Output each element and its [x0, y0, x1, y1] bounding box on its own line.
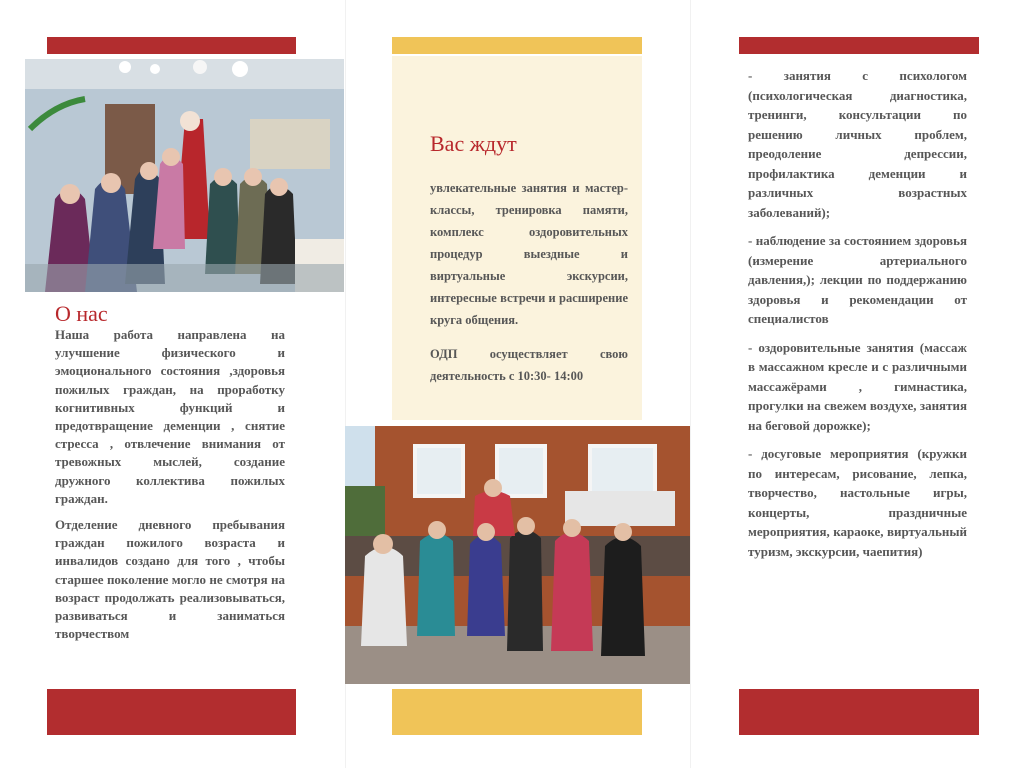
fold-line-right: [690, 0, 691, 768]
group-photo-indoor: [25, 59, 344, 292]
waiting-text: [430, 177, 628, 395]
service-item-leisure: - досуговые мероприятия (кружки по интересам, рисование, лепка, творчество, настольные игры, концерты, праздничные мероприятия, караоке, виртуальный туризм, экскурсии, чаепития): [748, 446, 967, 559]
about-paragraph-2: Отделение дневного пребывания граждан пожилого возраста и инвалидов создано для того , чтобы старшее поколение могло не смотря на возраст продолжать реализовываться, развиваться и заниматься творчеством: [55, 517, 285, 642]
about-text: [55, 326, 285, 651]
bottom-bar-middle: [392, 689, 642, 735]
service-item-wellness: - оздоровительные занятия (массаж в массажном кресле и с различными массажёрами , гимнастика, прогулки на свежем воздухе, занятия на беговой дорожке);: [748, 339, 967, 433]
top-bar-middle: [392, 37, 642, 54]
top-bar-right: [739, 37, 979, 54]
top-bar-left: [47, 37, 296, 54]
waiting-heading: Вас ждут: [430, 131, 517, 156]
bottom-bar-left: [47, 689, 296, 735]
service-item-psychologist: - занятия с психологом (психологическая диагностика, тренинги, консультации по решению личных проблем, преодоление депрессии, профилактика деменции и различных возрастных заболеваний);: [748, 68, 967, 220]
bottom-bar-right: [739, 689, 979, 735]
about-paragraph-1: Наша работа направлена на улучшение физического и эмоционального состояния ,здоровья пожилых граждан, на проработку когнитивных функций и предотвращение деменции , снятие стресса , отвлечение внимания от тревожных мыслей, создание дружного коллектива пожилых граждан.: [55, 327, 285, 506]
about-heading: О нас: [55, 301, 108, 326]
waiting-paragraph-1: увлекательные занятия и мастер-классы, тренировка памяти, комплекс оздоровительных процедур выездные и виртуальные экскурсии, интересные встречи и расширение круга общения.: [430, 181, 628, 327]
service-item-health: - наблюдение за состоянием здоровья (измерение артериального давления,); лекции по поддержанию здоровья и рекомендации от специалистов: [748, 233, 967, 326]
group-photo-outdoor: [345, 426, 690, 684]
services-list: [748, 66, 967, 570]
waiting-paragraph-2: ОДП осуществляет свою деятельность с 10:30- 14:00: [430, 347, 628, 383]
